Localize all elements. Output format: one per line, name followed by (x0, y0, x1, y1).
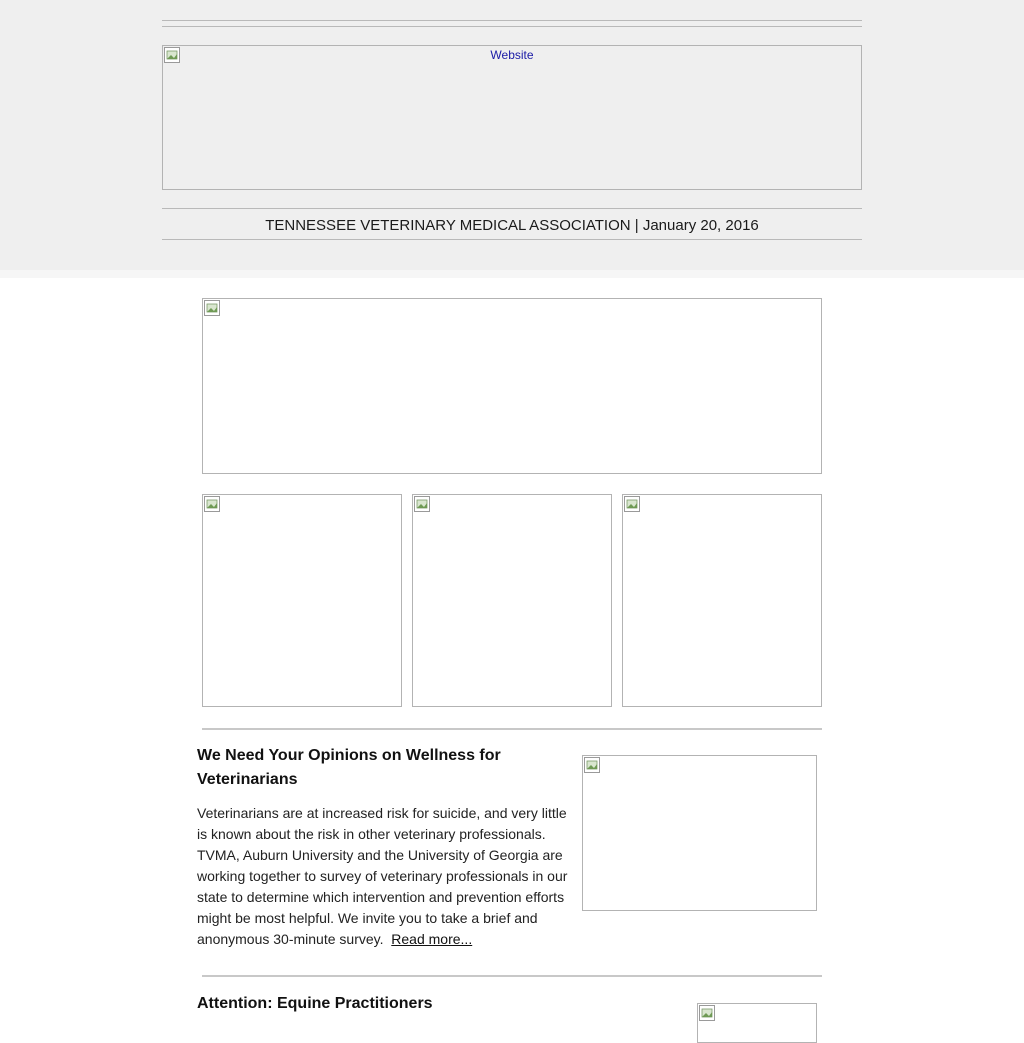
header-separator: | (634, 217, 639, 234)
read-more-link[interactable]: Read more... (391, 931, 473, 947)
broken-image-icon (699, 1005, 715, 1021)
website-logo-image[interactable] (162, 45, 862, 190)
feature-tile-1-image[interactable] (202, 494, 402, 707)
broken-image-icon (414, 496, 430, 512)
organization-name: TENNESSEE VETERINARY MEDICAL ASSOCIATION (265, 217, 631, 234)
article-body-text: Veterinarians are at increased risk for suicide, and very little is known about the risk in other veterinary professionals. TVMA, Auburn University and the University of Georgia are working together to survey of veterinary professionals in our state to determine which intervention and prevention efforts might be most helpful. We invite you to take a brief and anonymous 30-minute survey. (197, 805, 568, 947)
info-rule-bottom (162, 239, 862, 240)
hero-banner-image[interactable] (202, 298, 822, 474)
header-band-edge (0, 270, 1024, 278)
broken-image-icon (584, 757, 600, 773)
info-rule-top (162, 208, 862, 209)
feature-tile-2-image[interactable] (412, 494, 612, 707)
article-thumbnail-image[interactable] (582, 755, 817, 911)
broken-image-icon (204, 300, 220, 316)
website-logo-alt-text[interactable]: Website (490, 48, 534, 62)
article-body (197, 803, 577, 950)
article-thumbnail-image[interactable] (697, 1003, 817, 1043)
top-rule (162, 20, 862, 21)
broken-image-icon (204, 496, 220, 512)
article-title: We Need Your Opinions on Wellness for Veterinarians (197, 747, 501, 788)
feature-tile-3-image[interactable] (622, 494, 822, 707)
issue-date: January 20, 2016 (642, 217, 759, 234)
section-divider (202, 728, 822, 730)
top-rule-second (162, 26, 862, 27)
broken-image-icon (624, 496, 640, 512)
section-divider (202, 975, 822, 977)
newsletter-header-line (162, 217, 862, 234)
article-title: Attention: Equine Practitioners (197, 995, 433, 1012)
